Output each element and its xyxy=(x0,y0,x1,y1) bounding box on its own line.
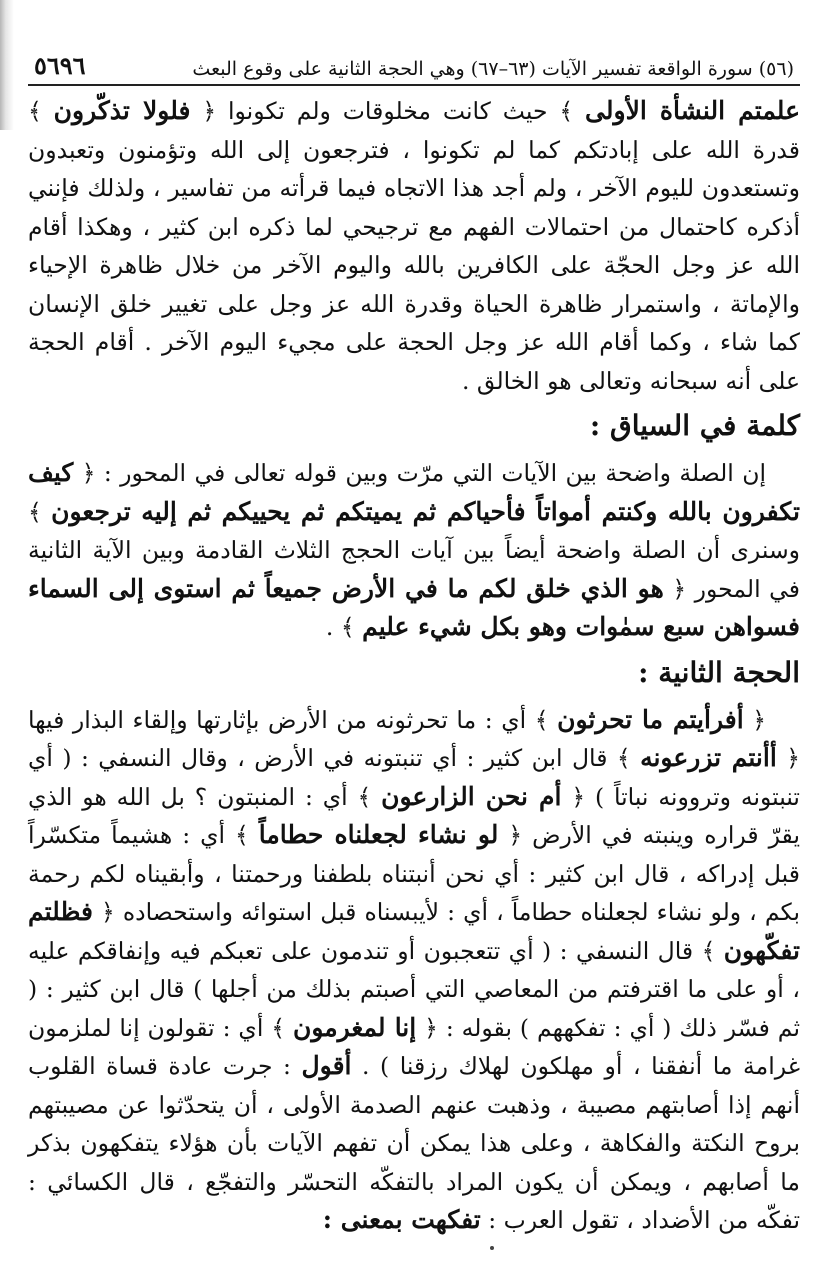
text-run: ﴿ xyxy=(743,705,766,734)
quran-quote: علمتم النشأة الأولى xyxy=(585,96,801,125)
print-speck xyxy=(490,1246,494,1250)
text-run: ﴾ قدرة الله على إبادتكم كما لم تكونوا ، فترجعون إلى الله وتؤمنون وتعبدون وتستعدون لليوم الآخر ، ولم أجد هذا الاتجاه فيما قرأته من تفاسير ، ولذلك فإنني أذكره كاحتمال من احتمالات الفهم مع ترجيحي لما ذكره ابن كثير ، وهكذا أقام الله عز وجل الحجّة على الكافرين بالله واليوم الآخر من خلال ظاهرة الإحياء والإماتة ، واستمرار ظاهرة الحياة وقدرة الله عز وجل على تغيير خلق الإنسان كما شاء ، وكما أقام الله عز وجل الحجة على مجيء اليوم الآخر . أقام الحجة على أنه سبحانه وتعالى هو الخالق . xyxy=(28,97,800,395)
paragraph-1 xyxy=(28,92,800,400)
text-run: : جرت عادة قساة القلوب أنهم إذا أصابتهم مصيبة ، وذهبت عنهم الصدمة الأولى ، أن يتحدّثوا عن مصيبتهم بروح النكتة والفكاهة ، وعلى هذا يمكن أن تفهم الآيات بأن هؤلاء يتفكهون بذكر ما أصابهم ، ويمكن أن يكون المراد بالتفكّه التحسّر والتفجّع ، قال الكسائي : تفكّه من الأضداد ، تقول العرب : xyxy=(28,1052,800,1234)
text-run: ﴾ أي : تقولون إنا لملزمون غرامة ما أنفقنا ، أو مهلكون لهلاك رزقنا ) . xyxy=(28,1013,800,1080)
section-heading-second-proof: الحجة الثانية : xyxy=(638,655,800,689)
quran-quote: إنا لمغرمون xyxy=(292,1012,417,1042)
text-run: ﴾ حيث كانت مخلوقات ولم تكونوا ﴿ xyxy=(190,97,586,125)
page-number: ٥٦٩٦ xyxy=(34,51,86,80)
paragraph-2 xyxy=(28,454,800,647)
quran-quote: أأنتم تزرعونه xyxy=(640,743,777,772)
text-run: إن الصلة واضحة بين الآيات التي مرّت وبين قوله تعالى في المحور : ﴿ xyxy=(73,459,766,487)
text-run: ﴾ أي : ما تحرثونه من الأرض بإثارتها وإلقاء البذار فيها ﴿ xyxy=(28,705,800,772)
running-title: (٥٦) سورة الواقعة تفسير الآيات (٦٣–٦٧) وهي الحجة الثانية على وقوع البعث xyxy=(192,58,794,80)
text-run: ﴾ قال ابن كثير : أي تنبتونه في الأرض ، وقال النسفي : ( أي تنبتونه وتروونه نباتاً ) ﴿ xyxy=(28,744,800,811)
text-run: ﴾ . xyxy=(325,613,363,641)
page-edge-shadow xyxy=(0,0,14,130)
emphasis-run: تفكهت بمعنى : xyxy=(322,1205,481,1234)
quran-quote: أفرأيتم ما تحرثون xyxy=(557,704,744,734)
section-heading-context: كلمة في السياق : xyxy=(589,409,800,442)
text-run: ﴾ أي : المنبتون ؟ بل الله هو الذي يقرّ قراره وينبته في الأرض ﴿ xyxy=(28,782,800,849)
author-remark-label: أقول xyxy=(301,1051,352,1080)
quran-quote: أم نحن الزارعون xyxy=(381,781,562,811)
text-run: ﴾ أي : هشيماً متكسّراً قبل إدراكه ، قال ابن كثير : أي نحن أنبتناه بلطفنا ورحمتنا ، وأبقيناه لكم رحمة بكم ، ولو نشاء لجعلناه حطاماً ، أي : لأيبسناه قبل استوائه واستحصاده ﴿ xyxy=(28,821,800,926)
quran-quote: هو الذي خلق لكم ما في الأرض جميعاً ثم استوى إلى السماء فسواهن سبع سمٰوات وهو بكل شيء عليم xyxy=(28,573,800,641)
book-page xyxy=(28,30,800,1240)
text-run: ﴾ وسنرى أن الصلة واضحة أيضاً بين آيات الحجج الثلاث القادمة وبين الآية الثانية في المحور ﴿ xyxy=(28,497,800,603)
quran-quote: لو نشاء لجعلناه حطاماً xyxy=(258,820,499,849)
quran-quote: كيف تكفرون بالله وكنتم أمواتاً فأحياكم ثم يميتكم ثم يحييكم ثم إليه ترجعون xyxy=(28,458,800,526)
quran-quote: فظلتم تفكّهون xyxy=(28,897,800,965)
page-header xyxy=(28,30,800,86)
text-run: ﴾ قال النسفي : ( أي تتعجبون أو تندمون على تعبكم فيه وإنفاقكم عليه ، أو على ما اقترفتم من المعاصي التي أصبتم بذلك من أجلها ) قال ابن كثير : ( ثم فسّر ذلك ( أي : تفكههم ) بقوله : ﴿ xyxy=(28,936,800,1042)
quran-quote: فلولا تذكّرون xyxy=(53,96,191,125)
paragraph-3 xyxy=(28,701,800,1240)
